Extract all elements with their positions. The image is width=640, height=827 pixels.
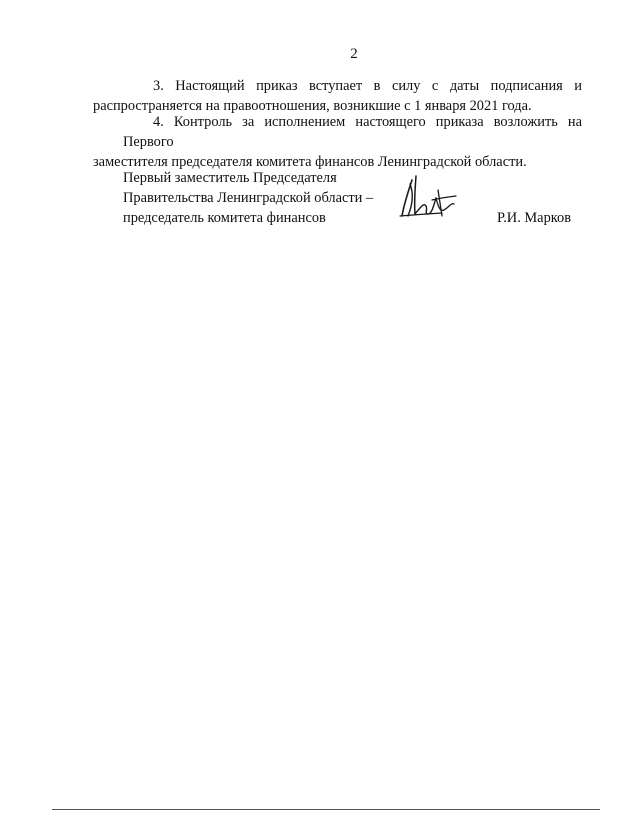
signer-title-line-3: председатель комитета финансов — [123, 210, 326, 226]
paragraph-3-line-2: распространяется на правоотношения, возникшие с 1 января 2021 года. — [93, 98, 532, 114]
signer-title-line-2: Правительства Ленинградской области – — [123, 190, 374, 206]
footer-divider — [52, 809, 600, 810]
signer-name: Р.И. Марков — [497, 210, 572, 226]
paragraph-3 — [93, 76, 582, 116]
paragraph-3-line-1: 3. Настоящий приказ вступает в силу с даты подписания и — [153, 78, 582, 94]
handwritten-signature — [398, 172, 460, 220]
signer-title-line-1: Первый заместитель Председателя — [123, 170, 337, 186]
page-number: 2 — [350, 46, 358, 62]
paragraph-4 — [93, 112, 582, 172]
paragraph-4-line-2: заместителя председателя комитета финансов Ленинградской области. — [93, 154, 527, 170]
paragraph-4-line-1: 4. Контроль за исполнением настоящего приказа возложить на Первого — [123, 114, 582, 150]
